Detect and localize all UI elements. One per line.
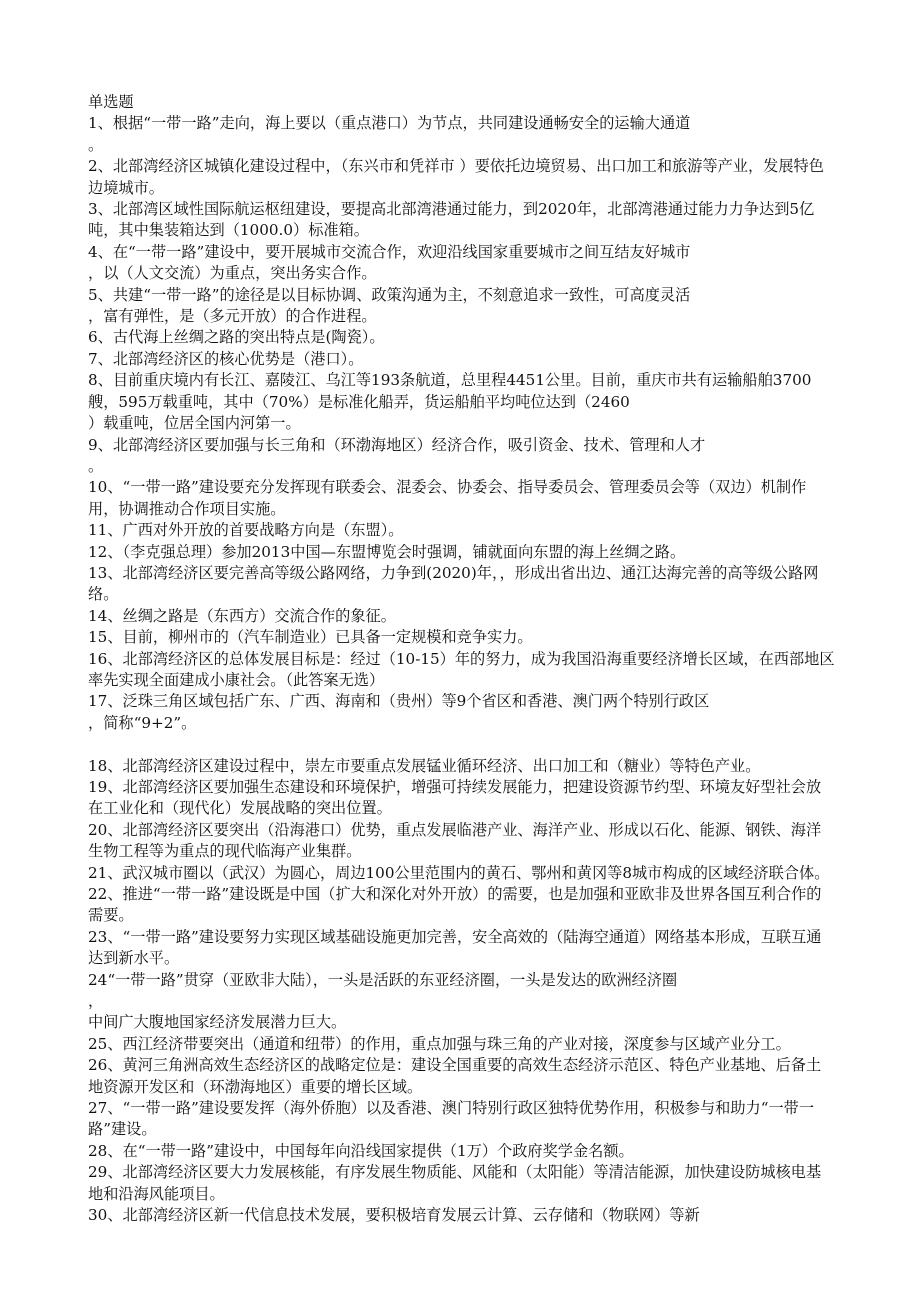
section-title: 单选题 bbox=[88, 93, 134, 111]
question-item: 7、北部湾经济区的核心优势是（港口）。 bbox=[88, 349, 364, 368]
question-item: 11、广西对外开放的首要战略方向是（东盟）。 bbox=[88, 521, 404, 540]
question-item: 18、北部湾经济区建设过程中，崇左市要重点发展锰业循环经济、出口加工和（糖业）等特色产业。 bbox=[88, 756, 761, 775]
question-item: 1、根据“一带一路”走向，海上要以（重点港口）为节点，共同建设通畅安全的运输大通道 。 bbox=[88, 114, 691, 154]
question-item: 15、目前，柳州市的（汽车制造业）已具备一定规模和竞争实力。 bbox=[88, 628, 533, 647]
question-item: 29、北部湾经济区要大力发展核能，有序发展生物质能、风能和（太阳能）等清洁能源，加快建设防城核电基地和沿海风能项目。 bbox=[88, 1163, 822, 1203]
question-item: 6、古代海上丝绸之路的突出特点是(陶瓷）。 bbox=[88, 328, 385, 347]
question-item: 21、武汉城市圈以（武汉）为圆心，周边100公里范围内的黄石、鄂州和黄冈等8城市构成的区域经济联合体。 bbox=[88, 863, 830, 882]
question-item: 30、北部湾经济区新一代信息技术发展，要积极培育发展云计算、云存储和（物联网）等新 bbox=[88, 1206, 700, 1225]
question-item: 14、丝绸之路是（东西方）交流合作的象征。 bbox=[88, 606, 396, 625]
question-item: 17、泛珠三角区域包括广东、广西、海南和（贵州）等9个省区和香港、澳门两个特别行政区 ，简称“9+2”。 bbox=[88, 692, 710, 732]
question-item: 26、黄河三角洲高效生态经济区的战略定位是：建设全国重要的高效生态经济示范区、特色产业基地、后备土地资源开发区和（环渤海地区）重要的增长区域。 bbox=[88, 1056, 822, 1096]
question-item: 25、西江经济带要突出（通道和纽带）的作用，重点加强与珠三角的产业对接，深度参与区域产业分工。 bbox=[88, 1034, 791, 1053]
question-item: 16、北部湾经济区的总体发展目标是：经过（10-15）年的努力，成为我国沿海重要经济增长区域，在西部地区率先实现全面建成小康社会。（此答案无选） bbox=[88, 649, 835, 689]
question-item: 20、北部湾经济区要突出（沿海港口）优势，重点发展临港产业、海洋产业、形成以石化、能源、钢铁、海洋生物工程等为重点的现代临海产业集群。 bbox=[88, 820, 822, 861]
question-item: 4、在“一带一路”建设中，要开展城市交流合作，欢迎沿线国家重要城市之间互结友好城市 ，以（人文交流）为重点，突出务实合作。 bbox=[88, 242, 691, 283]
question-item: 22、推进“一带一路”建设既是中国（扩大和深化对外开放）的需要，也是加强和亚欧非及世界各国互利合作的需要。 bbox=[88, 885, 822, 925]
question-item: 23、“一带一路”建设要努力实现区域基础设施更加完善，安全高效的（陆海空通道）网络基本形成，互联互通达到新水平。 bbox=[88, 927, 822, 968]
question-item: 19、北部湾经济区要加强生态建设和环境保护，增强可持续发展能力，把建设资源节约型、环境友好型社会放在工业化和（现代化）发展战略的突出位置。 bbox=[88, 777, 822, 818]
question-item: 2、北部湾经济区城镇化建设过程中，（东兴市和凭祥市 ）要依托边境贸易、出口加工和旅游等产业，发展特色边境城市。 bbox=[88, 157, 824, 197]
question-list bbox=[88, 113, 836, 1226]
question-item: 10、“一带一路”建设要充分发挥现有联委会、混委会、协委会、指导委员会、管理委员会等（双边）机制作用，协调推动合作项目实施。 bbox=[88, 478, 807, 518]
question-item: 9、北部湾经济区要加强与长三角和（环渤海地区）经济合作，吸引资金、技术、管理和人才 。 bbox=[88, 435, 706, 475]
question-item: 12、（李克强总理）参加2013中国—东盟博览会时强调，铺就面向东盟的海上丝绸之路。 bbox=[88, 542, 686, 561]
document-page bbox=[88, 92, 836, 1227]
question-item: 13、北部湾经济区要完善高等级公路网络，力争到(2020)年，，形成出省出边、通江达海完善的高等级公路网络。 bbox=[88, 563, 819, 604]
blank-line bbox=[88, 734, 836, 755]
question-item: 28、在“一带一路”建设中，中国每年向沿线国家提供（1万）个政府奖学金名额。 bbox=[88, 1141, 634, 1160]
question-item: 5、共建“一带一路”的途径是以目标协调、政策沟通为主，不刻意追求一致性，可高度灵活 ，富有弹性，是（多元开放）的合作进程。 bbox=[88, 285, 691, 326]
question-item: 8、目前重庆境内有长江、嘉陵江、乌江等193条航道，总里程4451公里。目前，重庆市共有运输船舶3700艘，595万载重吨，其中（70%）是标准化船弄，货运船舶平均吨位达到（2460 ）载重吨，位居全国内河第一。 bbox=[88, 371, 812, 433]
question-item: 27、“一带一路”建设要发挥（海外侨胞）以及香港、澳门特别行政区独特优势作用，积极参与和助力“一带一路”建设。 bbox=[88, 1099, 815, 1139]
question-item: 3、北部湾区域性国际航运枢纽建设，要提高北部湾港通过能力，到2020年，北部湾港通过能力力争达到5亿吨，其中集装箱达到（1000.0）标准箱。 bbox=[88, 200, 815, 240]
question-item: 24“一带一路”贯穿（亚欧非大陆），一头是活跃的东亚经济圈，一头是发达的欧洲经济圈 ， 中间广大腹地国家经济发展潜力巨大。 bbox=[88, 970, 678, 1032]
